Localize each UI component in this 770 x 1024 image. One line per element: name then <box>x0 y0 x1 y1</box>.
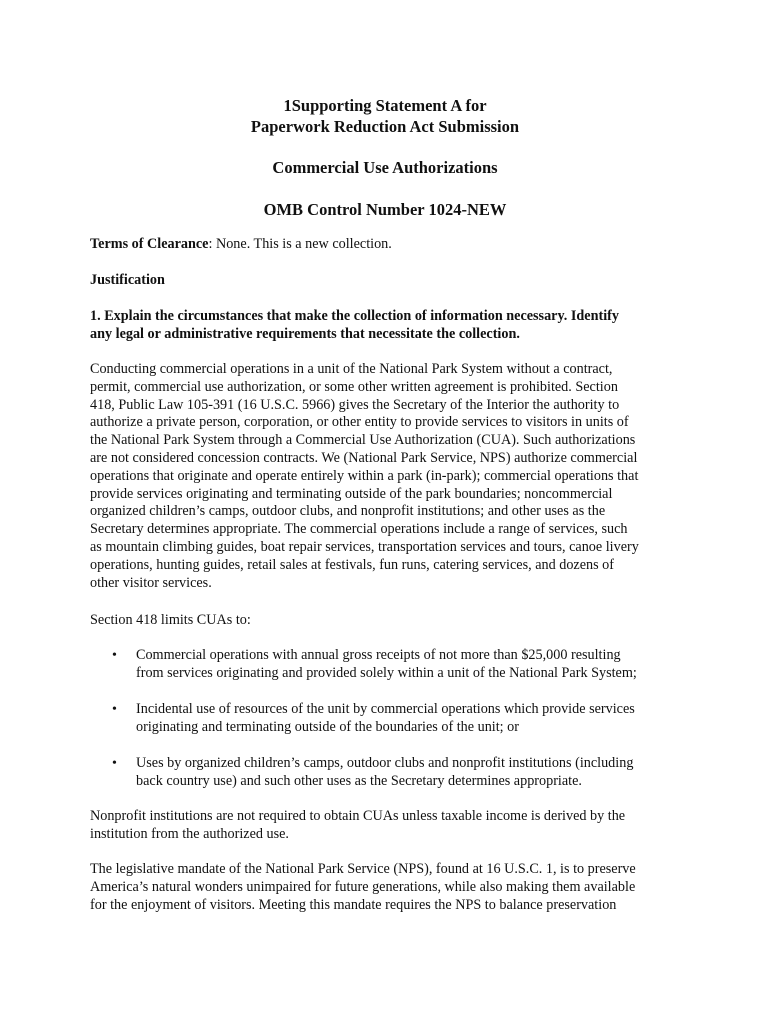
paragraph-line: organized children’s camps, outdoor clubs, and nonprofit institutions; and other uses as the <box>90 503 606 520</box>
paragraph-line: Secretary determines appropriate. The commercial operations include a range of services, such <box>90 521 628 538</box>
paragraph-line: as mountain climbing guides, boat repair services, transportation services and tours, canoe livery <box>90 538 639 555</box>
bullet-line: originating and terminating outside of the boundaries of the unit; or <box>136 718 519 735</box>
paragraph-line: The legislative mandate of the National Park Service (NPS), found at 16 U.S.C. 1, is to preserve <box>90 861 636 877</box>
paragraph-line: operations that originate and operate entirely within a park (in-park); commercial operations that <box>90 467 639 484</box>
terms-text: : None. This is a new collection. <box>208 236 392 252</box>
paragraph-line: for the enjoyment of visitors. Meeting this mandate requires the NPS to balance preservation <box>90 896 617 913</box>
paragraph-line: Conducting commercial operations in a unit of the National Park System without a contract, <box>90 361 613 377</box>
question-1 <box>90 308 690 344</box>
bullet-text <box>136 647 637 683</box>
paragraph-line: 418, Public Law 105-391 (16 U.S.C. 5966) gives the Secretary of the Interior the authority to <box>90 396 620 413</box>
paragraph-line: the National Park System through a Commercial Use Authorization (CUA). Such authorizations <box>90 432 636 449</box>
paragraph-line: permit, commercial use authorization, or some other written agreement is prohibited. Section <box>90 378 618 395</box>
paragraph-1 <box>90 361 690 592</box>
paragraph-line: are not considered concession contracts. We (National Park Service, NPS) authorize commercial <box>90 449 638 466</box>
bullet-icon: • <box>112 702 117 717</box>
bullet-text <box>136 701 635 737</box>
title-line-2: Paperwork Reduction Act Submission <box>250 117 520 136</box>
paragraph-line: institution from the authorized use. <box>90 825 289 842</box>
bullet-text <box>136 755 633 791</box>
bullet-line: back country use) and such other uses as the Secretary determines appropriate. <box>136 772 582 789</box>
paragraph-line: Nonprofit institutions are not required to obtain CUAs unless taxable income is derived by the <box>90 808 626 824</box>
document-subtitle: Commercial Use Authorizations <box>272 158 498 177</box>
omb-control-number: OMB Control Number 1024-NEW <box>263 200 507 219</box>
paragraph-line: provide services originating and terminating outside of the park boundaries; noncommercial <box>90 485 613 502</box>
bullet-line: Commercial operations with annual gross receipts of not more than $25,000 resulting <box>136 647 621 663</box>
paragraph-2 <box>90 808 690 844</box>
bullet-icon: • <box>112 648 117 663</box>
question-1-line: any legal or administrative requirements that necessitate the collection. <box>90 325 520 342</box>
terms-of-clearance <box>90 236 690 254</box>
question-1-line: 1. Explain the circumstances that make the collection of information necessary. Identify <box>90 308 619 324</box>
paragraph-line: authorize a private person, corporation, or other entity to provide services to visitors in units of <box>90 414 629 431</box>
paragraph-line: other visitor services. <box>90 574 212 591</box>
bullet-icon: • <box>112 756 117 771</box>
bullet-line: from services originating and provided solely within a unit of the National Park System; <box>136 664 637 681</box>
terms-label: Terms of Clearance <box>90 236 209 252</box>
bullet-line: Incidental use of resources of the unit by commercial operations which provide services <box>136 701 635 717</box>
justification-heading: Justification <box>90 272 165 288</box>
paragraph-3 <box>90 861 690 914</box>
paragraph-line: America’s natural wonders unimpaired for future generations, while also making them available <box>90 878 636 895</box>
title-line-1: 1Supporting Statement A for <box>283 96 487 115</box>
paragraph-line: operations, hunting guides, retail sales at festivals, fun runs, catering services, and dozens of <box>90 556 615 573</box>
bullet-line: Uses by organized children’s camps, outdoor clubs and nonprofit institutions (including <box>136 755 634 771</box>
section-418-intro: Section 418 limits CUAs to: <box>90 612 251 628</box>
